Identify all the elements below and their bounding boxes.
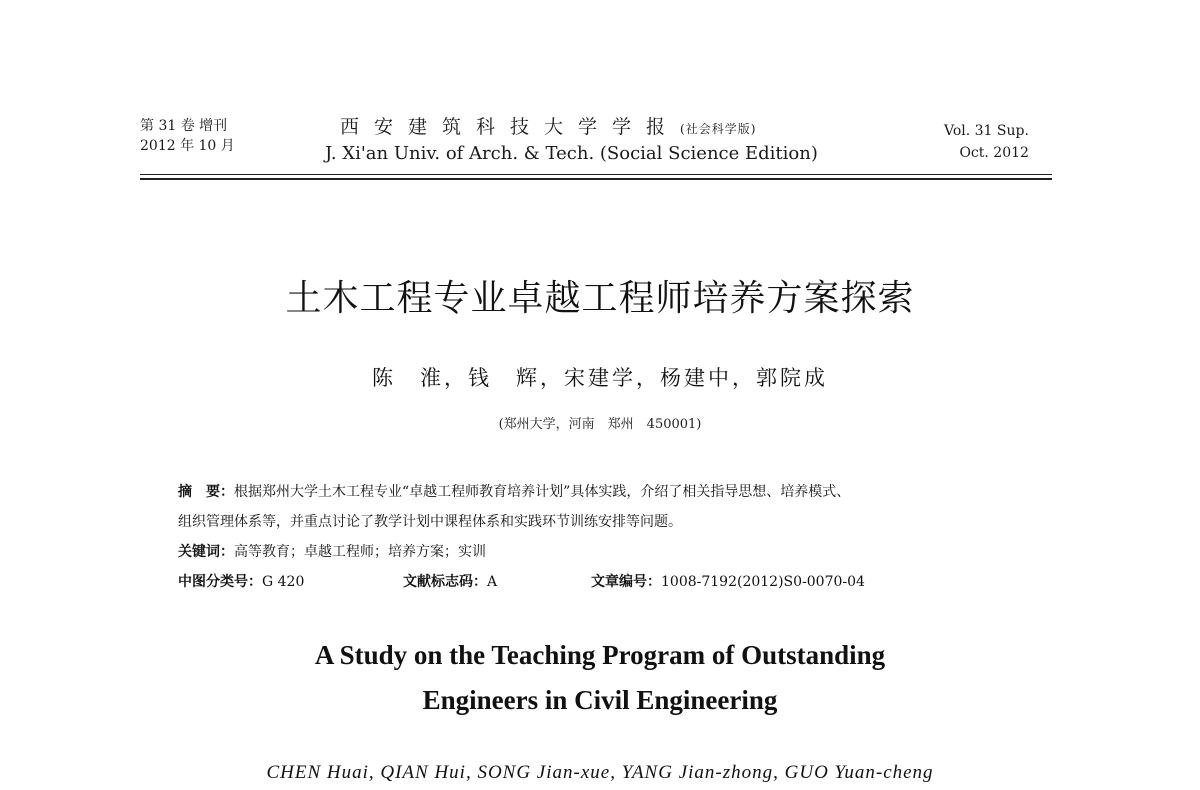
header-rule-thick: [140, 178, 1052, 180]
issue-volume: 第 31 卷 增刊: [140, 118, 228, 134]
journal-name-cn: 西安建筑科技大学学报: [340, 116, 681, 138]
authors-cn: 陈 淮，钱 辉，宋建学，杨建中，郭院成: [372, 366, 828, 390]
affiliation-cn: (郑州大学，河南 郑州 450001): [498, 417, 702, 432]
abstract-label: 摘 要：: [178, 484, 234, 500]
issue-info-en: [944, 120, 1029, 164]
article-no-label: 文章编号：: [591, 574, 661, 590]
classification-line: [178, 571, 865, 591]
issue-volume-en: Vol. 31 Sup.: [944, 123, 1029, 139]
issue-date: 2012 年 10 月: [140, 138, 235, 154]
authors-en: CHEN Huai, QIAN Hui, SONG Jian-xue, YANG Jian-zhong, GUO Yuan-cheng: [266, 762, 934, 783]
article-no-value: 1008-7192(2012)S0-0070-04: [661, 574, 865, 590]
clc-value: G 420: [262, 574, 305, 590]
clc-label: 中图分类号：: [178, 574, 262, 590]
keywords-line: [178, 541, 486, 561]
journal-title-cn: [340, 112, 756, 139]
clc-group: [178, 571, 403, 591]
abstract-text-1: 根据郑州大学土木工程专业“卓越工程师教育培养计划”具体实践，介绍了相关指导思想、培养模式、: [234, 484, 851, 500]
doc-code-value: A: [487, 574, 498, 590]
keywords-text: 高等教育；卓越工程师；培养方案；实训: [234, 544, 486, 560]
paper-title-en-line-2: Engineers in Civil Engineering: [422, 685, 778, 715]
abstract-line-1: [178, 481, 850, 501]
journal-title-en: J. Xi'an Univ. of Arch. & Tech. (Social Science Edition): [325, 143, 818, 164]
paper-title-cn: 土木工程专业卓越工程师培养方案探索: [285, 278, 915, 319]
article-no-group: [591, 571, 865, 591]
doc-code-label: 文献标志码：: [403, 574, 487, 590]
keywords-label: 关键词：: [178, 544, 234, 560]
journal-edition-cn: (社会科学版): [680, 122, 757, 136]
paper-title-en-line-1: A Study on the Teaching Program of Outstanding: [314, 640, 886, 670]
doc-code-group: [403, 571, 591, 591]
header-rule-thin: [140, 174, 1052, 175]
abstract-line-2: 组织管理体系等，并重点讨论了教学计划中课程体系和实践环节训练安排等问题。: [178, 514, 682, 530]
issue-info: [140, 116, 235, 156]
issue-date-en: Oct. 2012: [959, 145, 1029, 161]
